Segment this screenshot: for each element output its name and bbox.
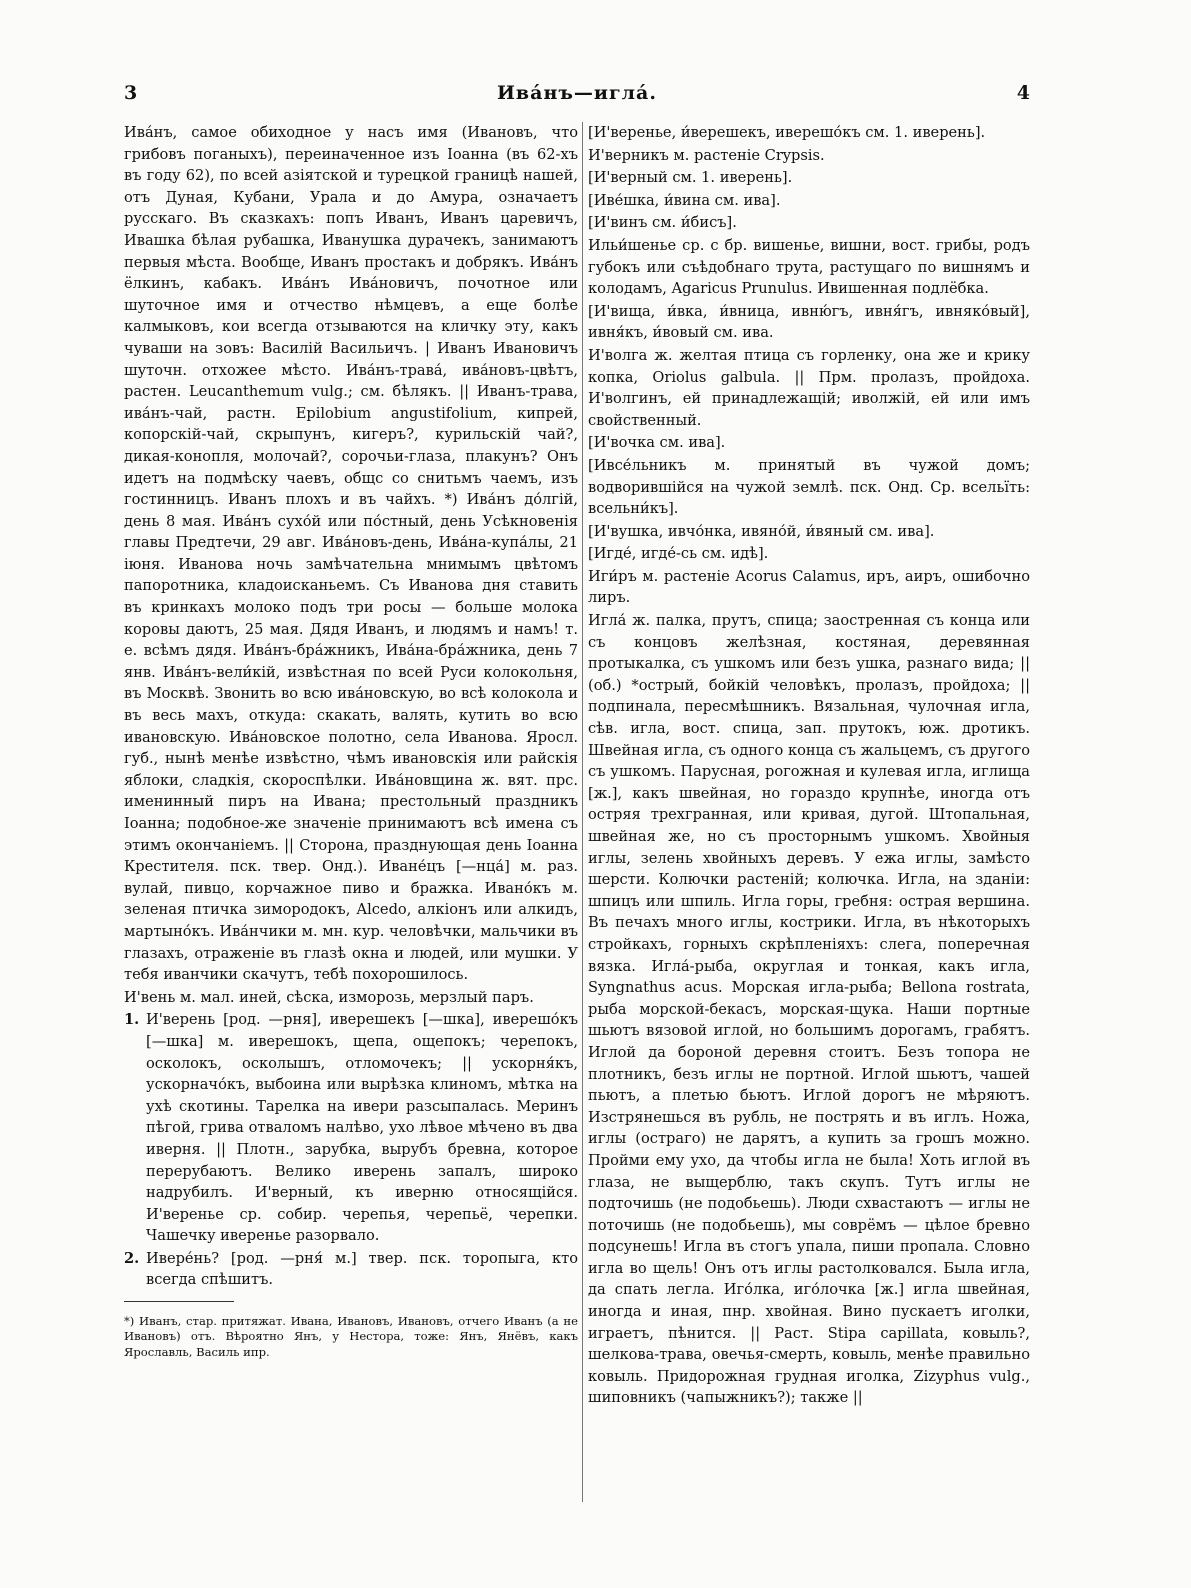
right-column <box>588 122 1030 1410</box>
entry-text: Ивере́нь? [род. —рня́ м.] твер. пск. торопыга, кто всегда спѣшитъ. <box>146 1249 578 1289</box>
footnote: *) Иванъ, стар. притяжат. Ивана, Ивановъ, Ивановъ, отчего Иванъ (а не Ивановъ) отъ. Вѣроятно Янъ, у Нестора, тоже: Янъ, Янёвъ, какъ Ярославль, Василь ипр. <box>124 1313 578 1359</box>
dictionary-entry: [Игде́, игде́-сь см. идѣ]. <box>588 545 769 563</box>
dictionary-entry: [И'вища, и́вка, и́вница, ивню́гъ, ивня́гъ, ивняко́вый], ивня́къ, и́вовый см. ива. <box>588 302 1030 342</box>
dictionary-entry: Иги́ръ м. растеніе Acorus Calamus, иръ, аиръ, ошибочно лиръ. <box>588 567 1030 607</box>
page-number-right: 4 <box>1016 82 1030 104</box>
page-header <box>124 82 1030 108</box>
footnote-rule <box>124 1301 234 1302</box>
page-number-left: 3 <box>124 82 138 104</box>
dictionary-entry: Игла́ ж. палка, прутъ, спица; заостренная съ конца или съ концовъ желѣзная, костяная, деревянная протыкалка, съ ушкомъ или безъ ушка, разнаго вида; || (об.) *острый, бойкій человѣкъ, пролазъ, пройдоха; || подпиналa, пересмѣшникъ. Вязальная, чулочная игла, сѣв. игла, вост. спица, зап. прутокъ, юж. дротикъ. Швейная игла, съ одного конца съ жальцемъ, съ другого съ ушкомъ. Парусная, рогожная и кулевая игла, иглища [ж.], какъ швейная, но гораздо крупнѣе, иногда отъ остряя трехгранная, или кривая, дугой. Штопальная, швейная же, но съ просторнымъ ушкомъ. Хвойныя иглы, зелень хвойныхъ деревъ. У ежа иглы, замѣсто шерсти. Колючки растеній; колючка. Игла, на зданіи: шпицъ или шпиль. Игла горы, гребня: острая вершина. Въ печахъ много иглы, кострики. Игла, въ нѣкоторыхъ стройкахъ, горныхъ скрѣпленіяхъ: слега, поперечная вязка. Игла́-рыба, округлая и тонкая, какъ игла, Syngnathus acus. Морская игла-рыба; Bellona rostrata, рыба морской-бекасъ, морская-щука. Наши портные шьютъ вязовой иглой, но большимъ дорогамъ, грабятъ. Иглой да бороной деревня стоитъ. Безъ топора не плотникъ, безъ иглы не портной. Иглой шьютъ, чашей пьютъ, а плетью бьютъ. Иглой дорогъ не мѣряютъ. Изстрянешься въ рубль, не пострять и въ иглъ. Ножа, иглы (остраго) не дарятъ, а купить за грошъ можно. Пройми ему ухо, да чтобы игла не была! Хоть иглой въ глаза, не выщерблю, такъ скупъ. Тутъ иглы не подточишь (не подобьешь). Люди схвастаютъ — иглы не поточишь (не подобьешь), мы соврёмъ — цѣлое бревно подсунешь! Игла въ стогъ упала, пиши пропала. Словно игла во щель! Онъ отъ иглы растолковался. Была игла, да спать легла. Иго́лка, иго́лочка [ж.] игла швейная, иногда и иная, пнр. хвойная. Вино пускаетъ иголки, играетъ, пѣнится. || Раст. Stipa capillata, ковыль?, шелкова-трава, овечья-смерть, ковыль, менѣе правильно ковыль. Придорожная грудная иголка, Zizyphus vulg., шиповникъ (чапыжникъ?); также || <box>588 612 1030 1407</box>
dictionary-entry: [И'винъ см. и́бисъ]. <box>588 214 737 232</box>
dictionary-entry: И'верникъ м. растеніе Crypsis. <box>588 146 825 164</box>
entry-number: 2. <box>124 1249 140 1267</box>
dictionary-entry: Ильи́шенье ср. с бр. вишенье, вишни, вост. грибы, родъ губокъ или съѣдобнаго трута, растущаго по вишнямъ и колодамъ, Agaricus Prunulus. Ивишенная подлёбка. <box>588 236 1030 298</box>
column-divider <box>582 122 583 1502</box>
dictionary-entry: [И'веренье, и́верешекъ, иверешо́къ см. 1. иверень]. <box>588 124 986 141</box>
entry-text: И'верень [род. —рня], иверешекъ [—шка], иверешо́къ [—шка] м. иверешокъ, щепа, ощепокъ; черепокъ, осколокъ, осколышъ, отломочекъ; || ускорня́къ, ускорначо́къ, выбоина или вырѣзка клиномъ, мѣтка на ухѣ скотины. Тарелка на ивери разсыпалась. Меринъ пѣгой, грива отваломъ налѣво, ухо лѣвое мѣчено въ два иверня. || Плотн., зарубка, вырубъ бревна, которое перерубаютъ. Велико иверень запалъ, широко надрубилъ. И'верный, къ иверню относящійся. И'веренье ср. собир. черепья, черепьё, черепки. Чашечку иверенье разорвало. <box>146 1011 578 1245</box>
left-column <box>124 122 578 1372</box>
dictionary-entry: И'волга ж. желтая птица съ горленку, она же и крику копка, Oriolus galbula. || Прм. пролазъ, пройдоха. И'волгинъ, ей принадлежащій; иволжій, ей или имъ свойственный. <box>588 346 1030 429</box>
dictionary-entry: [Ивсе́льникъ м. принятый въ чужой домъ; водворившійся на чужой землѣ. пск. Онд. Ср. всельїть: всельни́къ]. <box>588 456 1030 518</box>
dictionary-entry: [И'вушка, ивчо́нка, ивяно́й, и́вяный см. ива]. <box>588 522 935 540</box>
numbered-entry <box>124 1248 578 1291</box>
dictionary-entry: И'вень м. мал. иней, сѣска, изморозь, мерзлый паръ. <box>124 988 534 1006</box>
entry-number: 1. <box>124 1011 140 1029</box>
dictionary-entry: [И'вочка см. ива]. <box>588 434 726 452</box>
dictionary-entry: Ива́нъ, самое обиходное у насъ имя (Ивановъ, что грибовъ поганыхъ), переиначенное изъ Іоанна (въ 62-хъ въ году 62), по всей азіятской и турецкой границѣ нашей, отъ Дуная, Кубани, Урала и до Амура, означаетъ русскаго. Въ сказкахъ: попъ Иванъ, Иванъ царевичъ, Ивашка бѣлая рубашка, Иванушка дурачекъ, занимаютъ первыя мѣста. Вообще, Иванъ простакъ и добрякъ. Ива́нъ ёлкинъ, кабакъ. Ива́нъ Ива́новичъ, почотное или шуточное имя и отчество нѣмцевъ, а еще болѣе калмыковъ, кои всегда отзываются на кличку эту, какъ чуваши на зовъ: Василій Васильичъ. | Иванъ Ивановичъ шуточн. отхожее мѣсто. Ива́нъ-трава́, ива́новъ-цвѣтъ, растен. Leucanthemum vulg.; см. бѣлякъ. || Иванъ-трава, ива́нъ-чай, растн. Epilobium angustifolium, кипрей, копорскій-чай, скрыпунъ, кигеръ?, курильскій чай?, дикая-конопля, молочай?, сорочьи-глаза, плакунъ? Онъ идетъ на подмѣску чаевъ, общс со снитьмъ чаемъ, изъ гостинницъ. Иванъ плохъ и въ чайхъ. *) Ива́нъ до́лгій, день 8 мая. Ива́нъ сухо́й или по́стный, день Усѣкновенія главы Предтечи, 29 авг. Ива́новъ-день, Ива́на-купа́лы, 21 іюня. Иванова ночь замѣчательна мнимымъ цвѣтомъ папоротника, кладоисканьемъ. Съ Иванова дня ставить въ кринкахъ молоко подъ три росы — больше молока коровы даютъ, 25 мая. Дядя Иванъ, и людямъ и намъ! т. е. всѣмъ дядя. Ива́нъ-бра́жникъ, Ива́на-бра́жника, день 7 янв. Ива́нъ-вели́кій, извѣстная по всей Руси колокольня, въ Москвѣ. Звонить во всю ива́новскую, во всѣ колокола и въ весь махъ, откуда: скакать, валять, кутить во всю ивановскую. Ива́новское полотно, села Иванова. Яросл. губ., нынѣ менѣе извѣстно, чѣмъ ивановскія или райскія яблоки, сладкія, скороспѣлки. Ива́новщина ж. вят. прс. именинный пиръ на Ивана; престольный праздникъ Іоанна; подобное-же значеніе принимаютъ всѣ имена съ этимъ окончаніемъ. || Сторона, празднующая день Іоанна Крестителя. пск. твер. Онд.). Иване́цъ [—нца́] м. раз. вулай, пивцо, корчажное пиво и бражка. Ивано́къ м. зеленая птичка зимородокъ, Alcedo, алкіонъ или алкидъ, мартыно́къ. Ива́нчики м. мн. кур. человѣчки, мальчики въ глазахъ, отраженіе въ глазѣ окна и людей, или мушки. У тебя иванчики скачутъ, тебѣ похорошилось. <box>124 124 578 984</box>
numbered-entry <box>124 1009 578 1247</box>
running-title: Ива́нъ—игла́. <box>496 82 657 104</box>
dictionary-entry: [Иве́шка, и́вина см. ива]. <box>588 191 781 209</box>
dictionary-entry: [И'верный см. 1. иверень]. <box>588 169 793 187</box>
